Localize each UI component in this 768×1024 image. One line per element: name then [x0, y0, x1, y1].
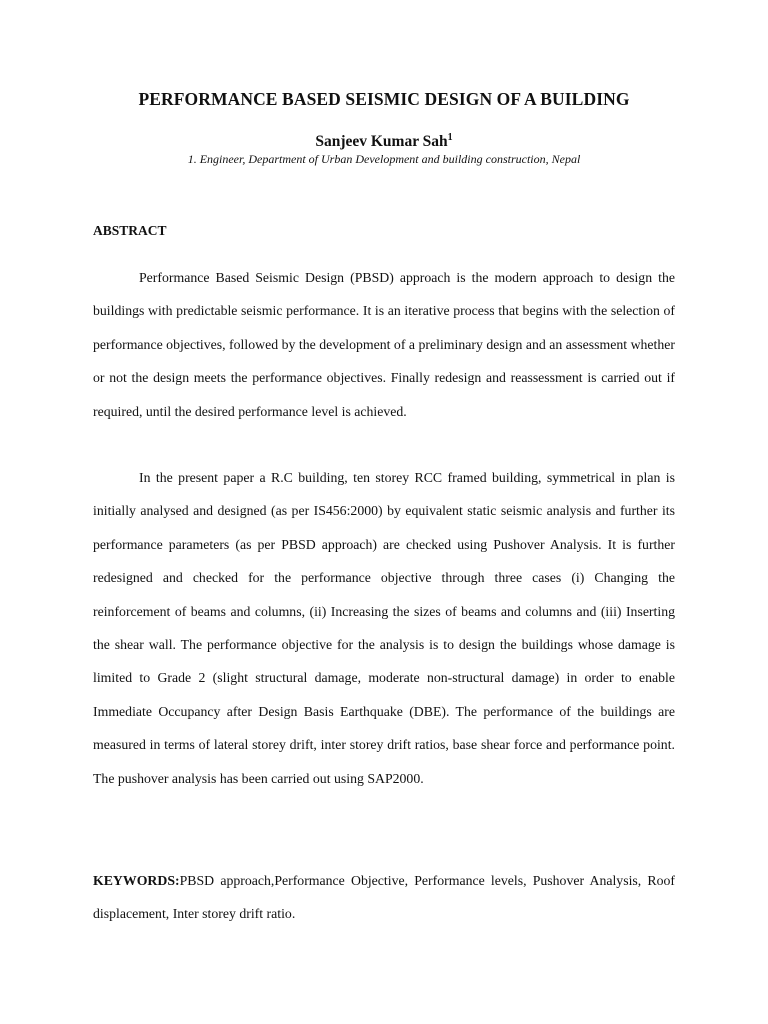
keywords-line	[93, 864, 675, 931]
author-line	[0, 133, 768, 151]
author-affiliation: 1. Engineer, Department of Urban Development and building construction, Nepal	[187, 152, 581, 166]
keywords-text: PBSD approach,Performance Objective, Performance levels, Pushover Analysis, Roof displacement, Inter storey drift ratio.	[93, 873, 675, 922]
author-affiliation-marker: 1	[447, 131, 453, 143]
abstract-paragraph: Performance Based Seismic Design (PBSD) approach is the modern approach to design the buildings with predictable seismic performance. It is an iterative process that begins with the selection of performance objectives, followed by the development of a preliminary design and an assessment whether or not the design meets the performance objectives. Finally redesign and reassessment is carried out if required, until the desired performance level is achieved.	[93, 270, 675, 419]
abstract-paragraph: In the present paper a R.C building, ten storey RCC framed building, symmetrical in plan is initially analysed and designed (as per IS456:2000) by equivalent static seismic analysis and further its performance parameters (as per PBSD approach) are checked using Pushover Analysis. It is further redesigned and checked for the performance objective through three cases (i) Changing the reinforcement of beams and columns, (ii) Increasing the sizes of beams and columns and (iii) Inserting the shear wall. The performance objective for the analysis is to design the buildings whose damage is limited to Grade 2 (slight structural damage, moderate non-structural damage) in order to enable Immediate Occupancy after Design Basis Earthquake (DBE). The performance of the buildings are measured in terms of lateral storey drift, inter storey drift ratios, base shear force and performance point. The pushover analysis has been carried out using SAP2000.	[93, 470, 675, 786]
paper-title: PERFORMANCE BASED SEISMIC DESIGN OF A BUILDING	[138, 89, 630, 109]
author-name: Sanjeev Kumar Sah	[315, 133, 448, 150]
keywords-label: KEYWORDS:	[93, 873, 180, 888]
abstract-heading: ABSTRACT	[93, 223, 167, 238]
